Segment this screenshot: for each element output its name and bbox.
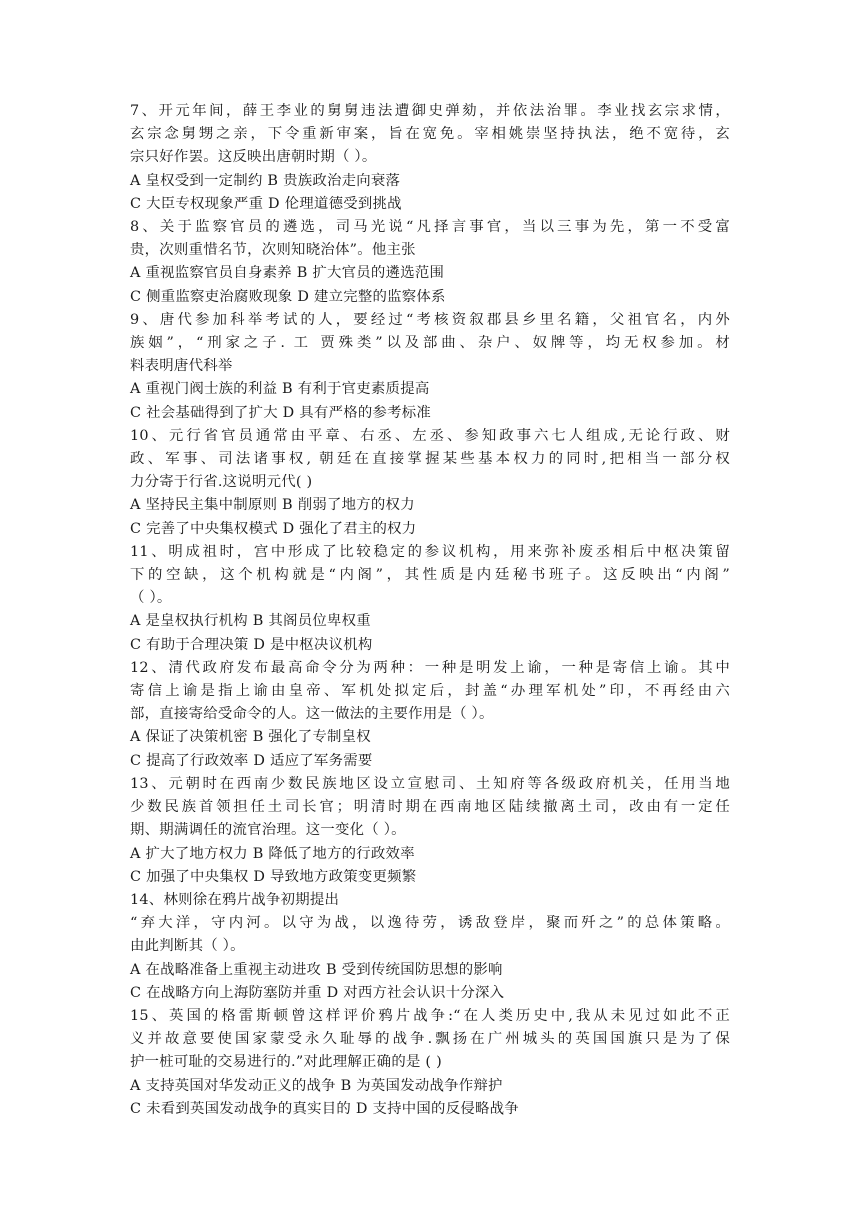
answer-options-cd: C 社会基础得到了扩大 D 具有严格的参考标准 — [130, 404, 432, 421]
question-text-line: 宗只好作罢。这反映出唐朝时期（ ）。 — [130, 149, 377, 166]
document-page — [130, 100, 730, 1121]
answer-options-ab: A 重视门阀士族的利益 B 有利于官吏素质提高 — [130, 381, 430, 398]
question-text-line: 期、期满调任的流官治理。这一变化（ ）。 — [130, 822, 406, 839]
answer-options-cd: C 大臣专权现象严重 D 伦理道德受到挑战 — [130, 195, 402, 212]
question-15 — [130, 1005, 730, 1121]
question-text-line: 义并故意要使国家蒙受永久耻辱的战争.飘扬在广州城头的英国国旗只是为了保 — [130, 1031, 730, 1048]
answer-options-cd: C 加强了中央集权 D 导致地方政策变更频繁 — [130, 868, 417, 885]
answer-options-ab: A 支持英国对华发动正义的战争 B 为英国发动战争作辩护 — [130, 1077, 503, 1094]
answer-options-cd: C 有助于合理决策 D 是中枢决议机构 — [130, 636, 373, 653]
answer-options-ab: A 重视监察官员自身素养 B 扩大官员的遴选范围 — [130, 265, 445, 282]
question-text-line: 10、元行省官员通常由平章、右丞、左丞、参知政事六七人组成,无论行政、财 — [130, 427, 730, 444]
answer-options-cd: C 未看到英国发动战争的真实目的 D 支持中国的反侵略战争 — [130, 1100, 519, 1117]
answer-options-ab: A 在战略准备上重视主动进攻 B 受到传统国防思想的影响 — [130, 961, 503, 978]
question-text-line: 寄信上谕是指上谕由皇帝、军机处拟定后，封盖“办理军机处”印，不再经由六 — [130, 683, 730, 700]
question-12 — [130, 657, 730, 773]
question-13 — [130, 773, 730, 889]
question-text-line: 14、林则徐在鸦片战争初期提出 — [130, 891, 340, 908]
answer-options-cd: C 侧重监察吏治腐败现象 D 建立完整的监察体系 — [130, 288, 446, 305]
question-text-line: 由此判断其（ ）。 — [130, 938, 245, 955]
answer-options-ab: A 扩大了地方权力 B 降低了地方的行政效率 — [130, 845, 415, 862]
answer-options-ab: A 皇权受到一定制约 B 贵族政治走向衰落 — [130, 172, 401, 189]
answer-options-ab: A 坚持民主集中制原则 B 削弱了地方的权力 — [130, 497, 415, 514]
question-8 — [130, 216, 730, 309]
question-text-line: 少数民族首领担任土司长官；明清时期在西南地区陆续撤离土司，改由有一定任 — [130, 799, 730, 816]
question-text-line: 12、清代政府发布最高命令分为两种：一种是明发上谕，一种是寄信上谕。其中 — [130, 659, 730, 676]
question-text-line: 9、唐代参加科举考试的人，要经过“考核资叙郡县乡里名籍，父祖官名，内外 — [130, 311, 730, 328]
answer-options-cd: C 提高了行政效率 D 适应了军务需要 — [130, 752, 373, 769]
question-text-line: 8、关于监察官员的遴选，司马光说“凡择言事官，当以三事为先，第一不受富 — [130, 219, 730, 236]
question-10 — [130, 425, 730, 541]
question-text-line: 料表明唐代科举 — [130, 358, 233, 375]
answer-options-cd: C 在战略方向上海防塞防并重 D 对西方社会认识十分深入 — [130, 984, 505, 1001]
question-text-line: 7、开元年间，薛王李业的舅舅违法遭御史弹劾，并依法治罪。李业找玄宗求情， — [130, 103, 730, 119]
answer-options-ab: A 是皇权执行机构 B 其阁员位卑权重 — [130, 613, 371, 630]
question-text-line: 玄宗念舅甥之亲，下令重新审案，旨在宽免。宰相姚崇坚持执法，绝不宽待，玄 — [130, 126, 730, 143]
question-9 — [130, 309, 730, 425]
question-text-line: 族姻”，“刑家之子. 工 贾殊类”以及部曲、杂户、奴牌等，均无权参加。材 — [130, 335, 730, 352]
question-11 — [130, 541, 730, 657]
question-text-line: 下的空缺，这个机构就是“内阁”，其性质是内廷秘书班子。这反映出“内阁” — [130, 567, 730, 584]
question-text-line: 力分寄于行省.这说明元代( ) — [130, 474, 313, 491]
question-text-line: 11、明成祖时，宫中形成了比较稳定的参议机构，用来弥补废丞相后中枢决策留 — [130, 543, 730, 560]
question-text-line: 15、英国的格雷斯顿曾这样评价鸦片战争:“在人类历史中,我从未见过如此不正 — [130, 1007, 730, 1024]
question-text-line: 护一桩可耻的交易进行的.”对此理解正确的是 ( ) — [130, 1054, 442, 1071]
question-text-line: 贵，次则重惜名节，次则知晓治体”。他主张 — [130, 242, 416, 259]
answer-options-ab: A 保证了决策机密 B 强化了专制皇权 — [130, 729, 371, 746]
question-7 — [130, 100, 730, 216]
question-text-line: “弃大洋，守内河。以守为战，以逸待劳，诱敌登岸，聚而歼之”的总体策略。 — [130, 915, 730, 932]
answer-options-cd: C 完善了中央集权模式 D 强化了君主的权力 — [130, 520, 417, 537]
question-text-line: （ ）。 — [130, 590, 172, 607]
question-text-line: 政、军事、司法诸事权, 朝廷在直接掌握某些基本权力的同时,把相当一部分权 — [130, 451, 730, 468]
question-14 — [130, 889, 730, 1005]
question-text-line: 部，直接寄给受命令的人。这一做法的主要作用是（ ）。 — [130, 706, 494, 723]
question-text-line: 13、元朝时在西南少数民族地区设立宣慰司、土知府等各级政府机关，任用当地 — [130, 775, 730, 792]
